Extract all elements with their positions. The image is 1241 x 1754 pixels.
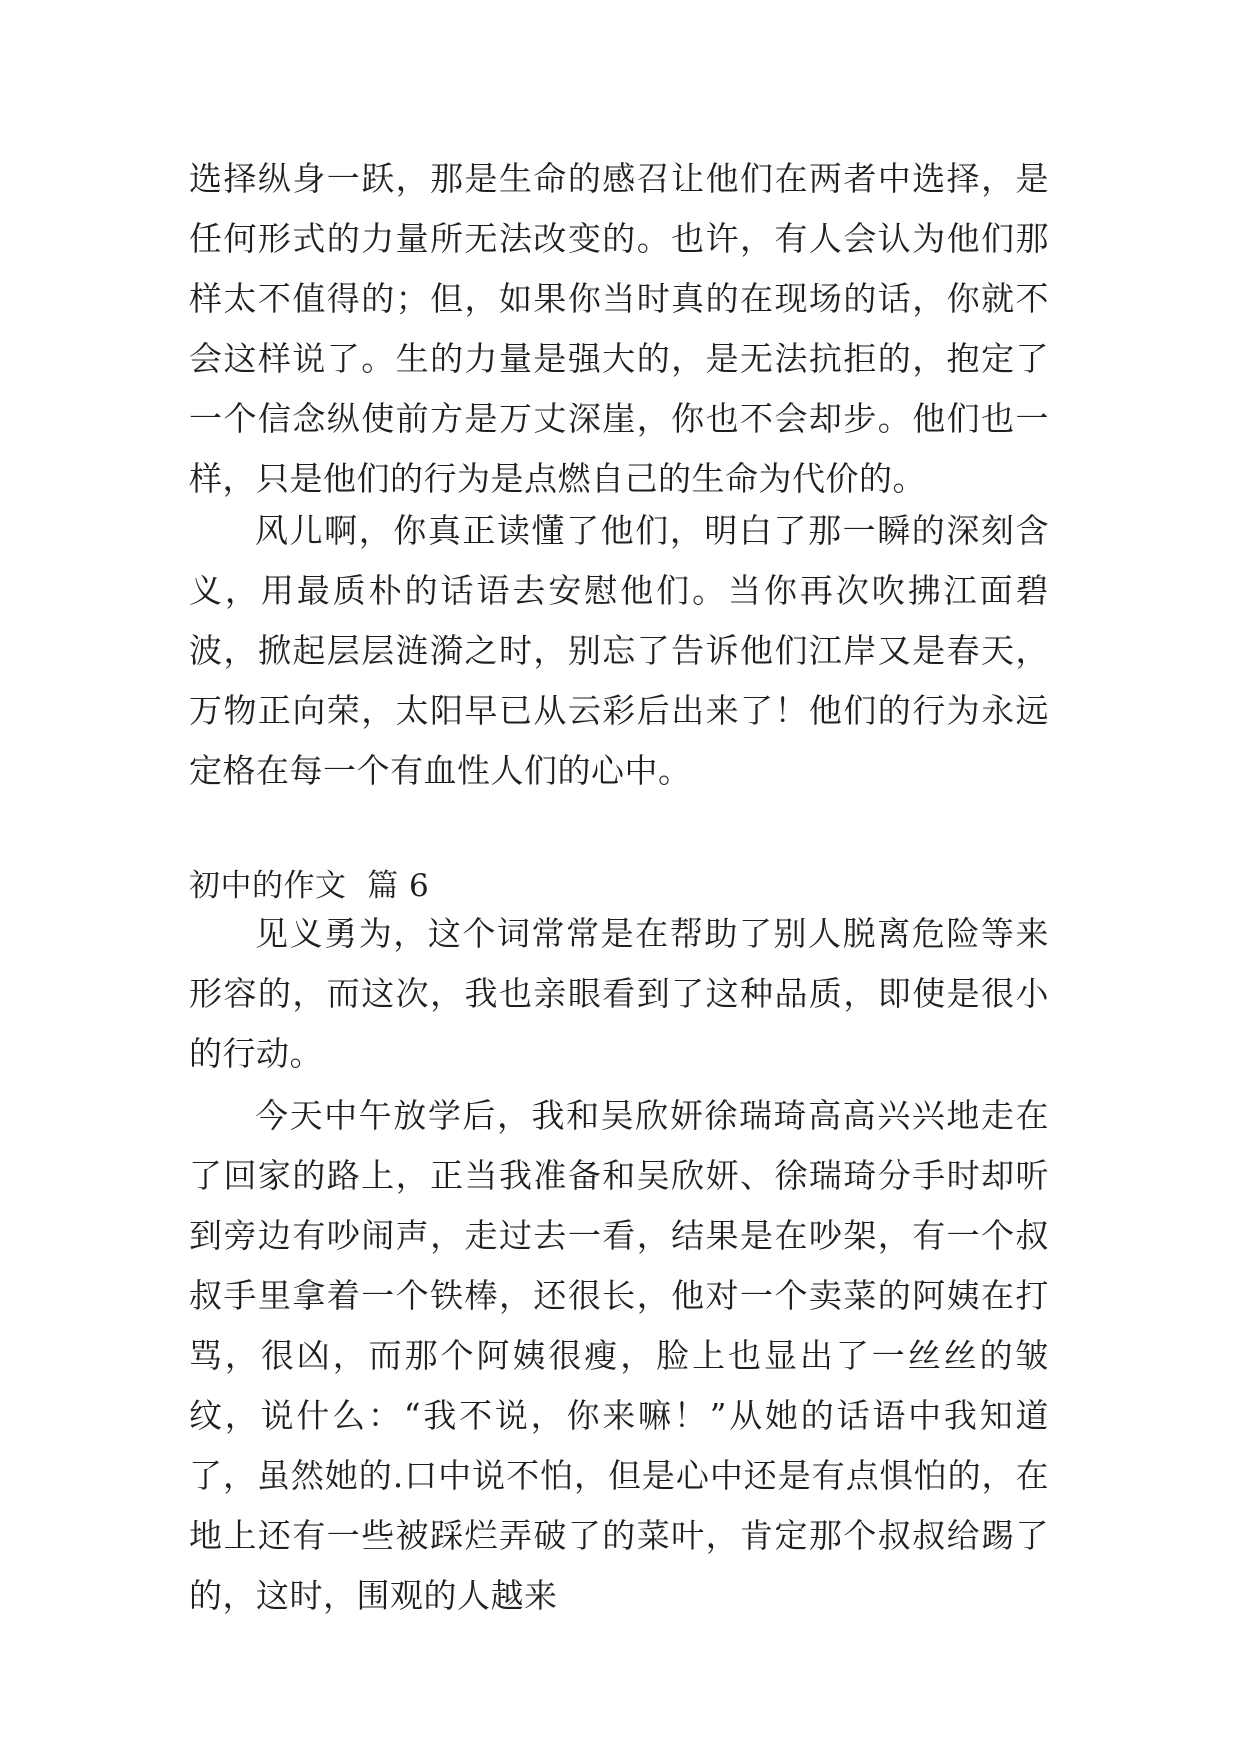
paragraph-3: 见义勇为，这个词常常是在帮助了别人脱离危险等来形容的，而这次，我也亲眼看到了这种品质，即使是很小的行动。: [189, 914, 1049, 1073]
section-title: 初中的作文 篇 6: [189, 868, 430, 904]
paragraph-block: [189, 501, 1049, 801]
paragraph-1: 选择纵身一跃，那是生命的感召让他们在两者中选择，是任何形式的力量所无法改变的。也许，有人会认为他们那样太不值得的；但，如果你当时真的在现场的话，你就不会这样说了。生的力量是强大的，是无法抗拒的，抱定了一个信念纵使前方是万丈深崖，你也不会却步。他们也一样，只是他们的行为是点燃自己的生命为代价的。: [189, 159, 1049, 498]
paragraph-block: [189, 1086, 1049, 1626]
paragraph-2: 风儿啊，你真正读懂了他们，明白了那一瞬的深刻含义，用最质朴的话语去安慰他们。当你再次吹拂江面碧波，掀起层层涟漪之时，别忘了告诉他们江岸又是春天，万物正向荣，太阳早已从云彩后出来了！他们的行为永远定格在每一个有血性人们的心中。: [189, 511, 1049, 790]
paragraph-block: [189, 904, 1049, 1084]
paragraph-4: 今天中午放学后，我和吴欣妍徐瑞琦高高兴兴地走在了回家的路上，正当我准备和吴欣妍、徐瑞琦分手时却听到旁边有吵闹声，走过去一看，结果是在吵架，有一个叔叔手里拿着一个铁棒，还很长，他对一个卖菜的阿姨在打骂，很凶，而那个阿姨很瘦，脸上也显出了一丝丝的皱纹，说什么：“我不说，你来嘛！”从她的话语中我知道了，虽然她的.口中说不怕，但是心中还是有点惧怕的，在地上还有一些被踩烂弄破了的菜叶，肯定那个叔叔给踢了的，这时，围观的人越来: [189, 1096, 1049, 1615]
paragraph-block: [189, 149, 1049, 509]
